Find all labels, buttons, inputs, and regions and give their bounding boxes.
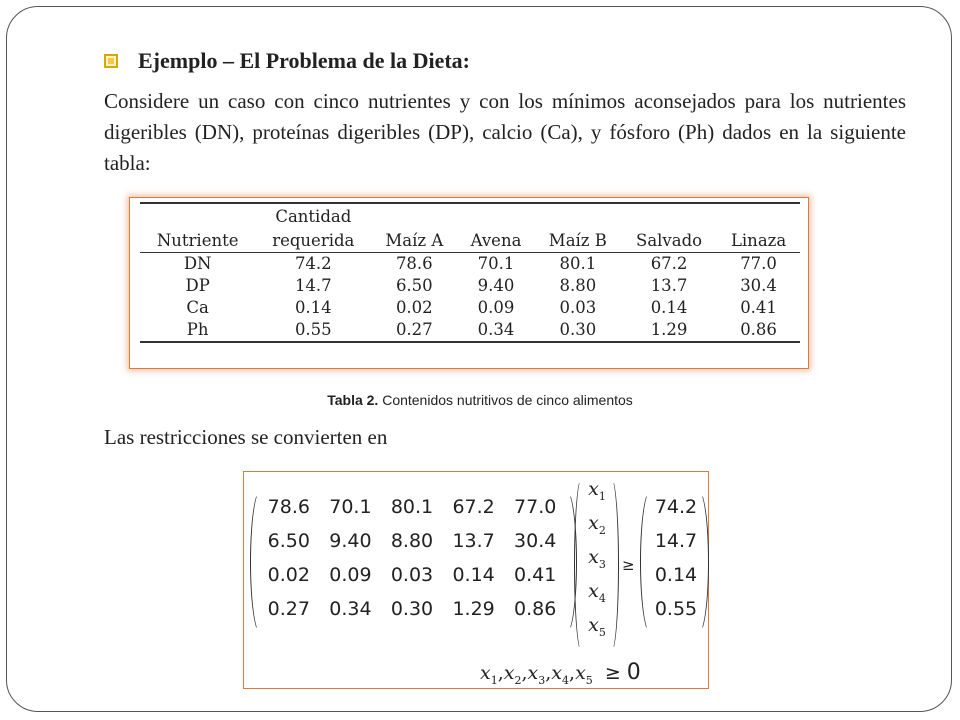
table-row — [140, 253, 800, 276]
table-cell: 0.30 — [535, 319, 621, 342]
table-header-cell: requerida — [255, 228, 371, 253]
table-header-cell: Salvado — [621, 228, 717, 253]
table-caption — [0, 392, 960, 408]
table-cell: 1.29 — [621, 319, 717, 342]
table-cell: 78.6 — [395, 254, 433, 273]
table-cell: 0.03 — [559, 298, 597, 317]
matrix-cell: 67.2 — [452, 496, 495, 518]
matrix-cell: 0.41 — [514, 564, 557, 586]
rhs-cell: 74.2 — [654, 496, 698, 518]
table-cell: 8.80 — [559, 276, 597, 295]
table-cell: 6.50 — [395, 276, 433, 295]
matrix-cell: 0.27 — [267, 598, 310, 620]
matrix-cell: 13.7 — [452, 530, 495, 552]
variable-cell: $x_5$ — [588, 614, 606, 639]
rhs-cell: 0.14 — [654, 564, 698, 586]
matrix-cell: 77.0 — [514, 496, 557, 518]
table-row — [140, 275, 800, 297]
caption-text: Contenidos nutritivos de cinco alimentos — [382, 392, 633, 408]
nutrition-table — [140, 202, 800, 343]
table-cell: 0.14 — [650, 298, 688, 317]
square-bullet-icon — [104, 54, 118, 68]
table-header-cell — [457, 203, 534, 228]
table-header-cell: Avena — [457, 228, 534, 253]
table-header-cell — [621, 203, 717, 228]
matrix-cell: 0.86 — [514, 598, 557, 620]
table-row — [140, 319, 800, 342]
table-header-row-bottom — [140, 228, 800, 253]
table-header-cell: Maíz B — [535, 228, 621, 253]
matrix-cell: 0.14 — [452, 564, 495, 586]
table-cell: 13.7 — [650, 276, 688, 295]
table-cell: 74.2 — [294, 254, 332, 273]
rhs-cell: 0.55 — [654, 598, 698, 620]
variable-cell: $x_4$ — [588, 580, 606, 605]
table-cell: 77.0 — [740, 254, 777, 273]
nutrition-table-image — [129, 197, 809, 369]
table-cell: 0.41 — [740, 298, 777, 317]
table-header-row-top — [140, 203, 800, 228]
table-cell: Ca — [186, 298, 209, 317]
table-header-cell: Linaza — [717, 228, 800, 253]
table-cell: 70.1 — [477, 254, 515, 273]
nonnegativity-constraint: $x_1,x_2,x_3,x_4,x_5 \ge 0$ — [480, 660, 641, 687]
constraint-matrix-image — [243, 471, 709, 689]
right-paren-rhs — [688, 490, 709, 634]
table-cell: 0.34 — [457, 319, 534, 342]
matrix-cell: 0.34 — [329, 598, 372, 620]
restrictions-text: Las restricciones se convierten en — [104, 425, 388, 449]
matrix-cell: 6.50 — [267, 530, 310, 552]
table-cell: DP — [185, 276, 210, 295]
table-row — [140, 297, 800, 319]
table-header-cell: Nutriente — [140, 228, 255, 253]
variable-cell: $x_1$ — [588, 478, 606, 503]
table-header-cell — [717, 203, 800, 228]
variable-cell: $x_2$ — [588, 512, 606, 537]
table-header-cell — [371, 203, 457, 228]
table-cell: 14.7 — [294, 276, 332, 295]
matrix-cell: 30.4 — [514, 530, 557, 552]
table-cell: 0.14 — [294, 298, 332, 317]
matrix-cell: 8.80 — [390, 530, 434, 552]
table-cell: 0.55 — [255, 319, 371, 342]
right-paren-variables — [604, 478, 619, 652]
matrix-cell: 9.40 — [329, 530, 372, 552]
nonneg-relation: ≥ — [604, 662, 621, 684]
variable-cell: $x_3$ — [588, 546, 606, 571]
matrix-cell: 0.02 — [267, 564, 310, 586]
table-header-cell: Maíz A — [371, 228, 457, 253]
table-cell: 0.02 — [395, 298, 433, 317]
coefficient-matrix — [258, 496, 566, 632]
table-cell: DN — [183, 254, 212, 273]
table-cell: 67.2 — [650, 254, 688, 273]
table-header-cell: Cantidad — [255, 203, 371, 228]
matrix-cell: 78.6 — [267, 496, 310, 518]
nonneg-value: 0 — [626, 660, 641, 685]
table-header-cell — [535, 203, 621, 228]
matrix-cell: 70.1 — [329, 496, 372, 518]
table-cell: 0.86 — [717, 319, 800, 342]
table-cell: 30.4 — [740, 276, 777, 295]
rhs-cell: 14.7 — [654, 530, 698, 552]
caption-label: Tabla 2. — [327, 392, 379, 408]
geq-symbol: ≥ — [622, 556, 635, 574]
matrix-cell: 0.09 — [329, 564, 372, 586]
matrix-cell: 0.30 — [390, 598, 434, 620]
table-cell: Ph — [140, 319, 255, 342]
table-cell: 80.1 — [559, 254, 597, 273]
matrix-cell: 80.1 — [390, 496, 434, 518]
table-header-cell — [140, 203, 255, 228]
intro-paragraph: Considere un caso con cinco nutrientes y con los mínimos aconsejados para los nutrientes digeribles (DN), proteínas digeribles (DP), calcio (Ca), y fósforo (Ph) dados en la siguiente tabla: — [104, 89, 906, 175]
matrix-cell: 0.03 — [390, 564, 434, 586]
table-cell: 0.27 — [371, 319, 457, 342]
matrix-cell: 1.29 — [452, 598, 495, 620]
table-cell: 0.09 — [477, 298, 515, 317]
heading-text: Ejemplo – El Problema de la Dieta: — [138, 48, 470, 73]
slide-heading — [104, 48, 470, 74]
table-cell: 9.40 — [477, 276, 515, 295]
